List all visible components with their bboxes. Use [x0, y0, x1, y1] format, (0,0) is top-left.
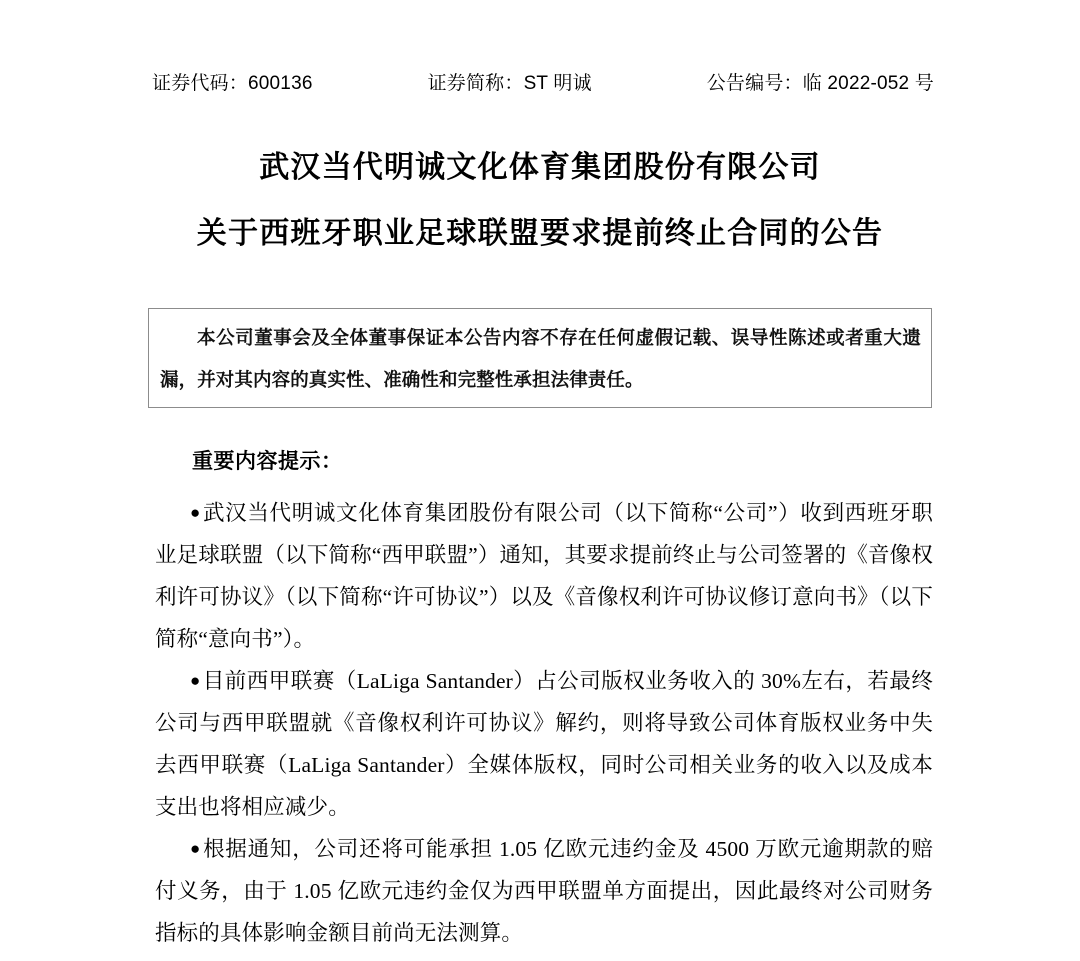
list-item: [155, 660, 933, 828]
announcement-number: 公告编号：临 2022-052 号: [706, 73, 934, 94]
disclaimer-text: 本公司董事会及全体董事保证本公告内容不存在任何虚假记载、误导性陈述或者重大遗漏，并对其内容的真实性、准确性和完整性承担法律责任。: [160, 327, 921, 390]
page-title: [90, 146, 990, 256]
bullet-icon: ●: [190, 839, 202, 858]
title-subject: 关于西班牙职业足球联盟要求提前终止合同的公告: [196, 217, 884, 250]
list-item: [155, 492, 933, 660]
list-item-text: 目前西甲联赛（LaLiga Santander）占公司版权业务收入的 30%左右，若最终公司与西甲联盟就《音像权利许可协议》解约，则将导致公司体育版权业务中失去西甲联赛（LaLiga Santander）全媒体版权，同时公司相关业务的收入以及成本支出也将相应减少。: [155, 669, 934, 819]
security-code: 证券代码：600136: [152, 73, 313, 94]
disclaimer-box: [148, 308, 932, 408]
list-item-text: 根据通知，公司还将可能承担 1.05 亿欧元违约金及 4500 万欧元逾期款的赔付义务，由于 1.05 亿欧元违约金仅为西甲联盟单方面提出，因此最终对公司财务指标的具体影响金额目前尚无法测算。: [155, 837, 933, 945]
key-points-list: [155, 492, 933, 954]
bullet-icon: ●: [190, 671, 201, 690]
bullet-icon: ●: [190, 503, 201, 522]
key-points-heading: 重要内容提示：: [192, 450, 343, 473]
document-header: [152, 68, 934, 95]
title-company-name: 武汉当代明诚文化体育集团股份有限公司: [259, 151, 821, 184]
security-name: 证券简称：ST 明诚: [427, 73, 592, 94]
list-item-text: 武汉当代明诚文化体育集团股份有限公司（以下简称“公司”）收到西班牙职业足球联盟（以下简称“西甲联盟”）通知，其要求提前终止与公司签署的《音像权利许可协议》（以下简称“许可协议”）以及《音像权利许可协议修订意向书》（以下简称“意向书”）。: [155, 501, 933, 651]
list-item: [155, 828, 933, 954]
